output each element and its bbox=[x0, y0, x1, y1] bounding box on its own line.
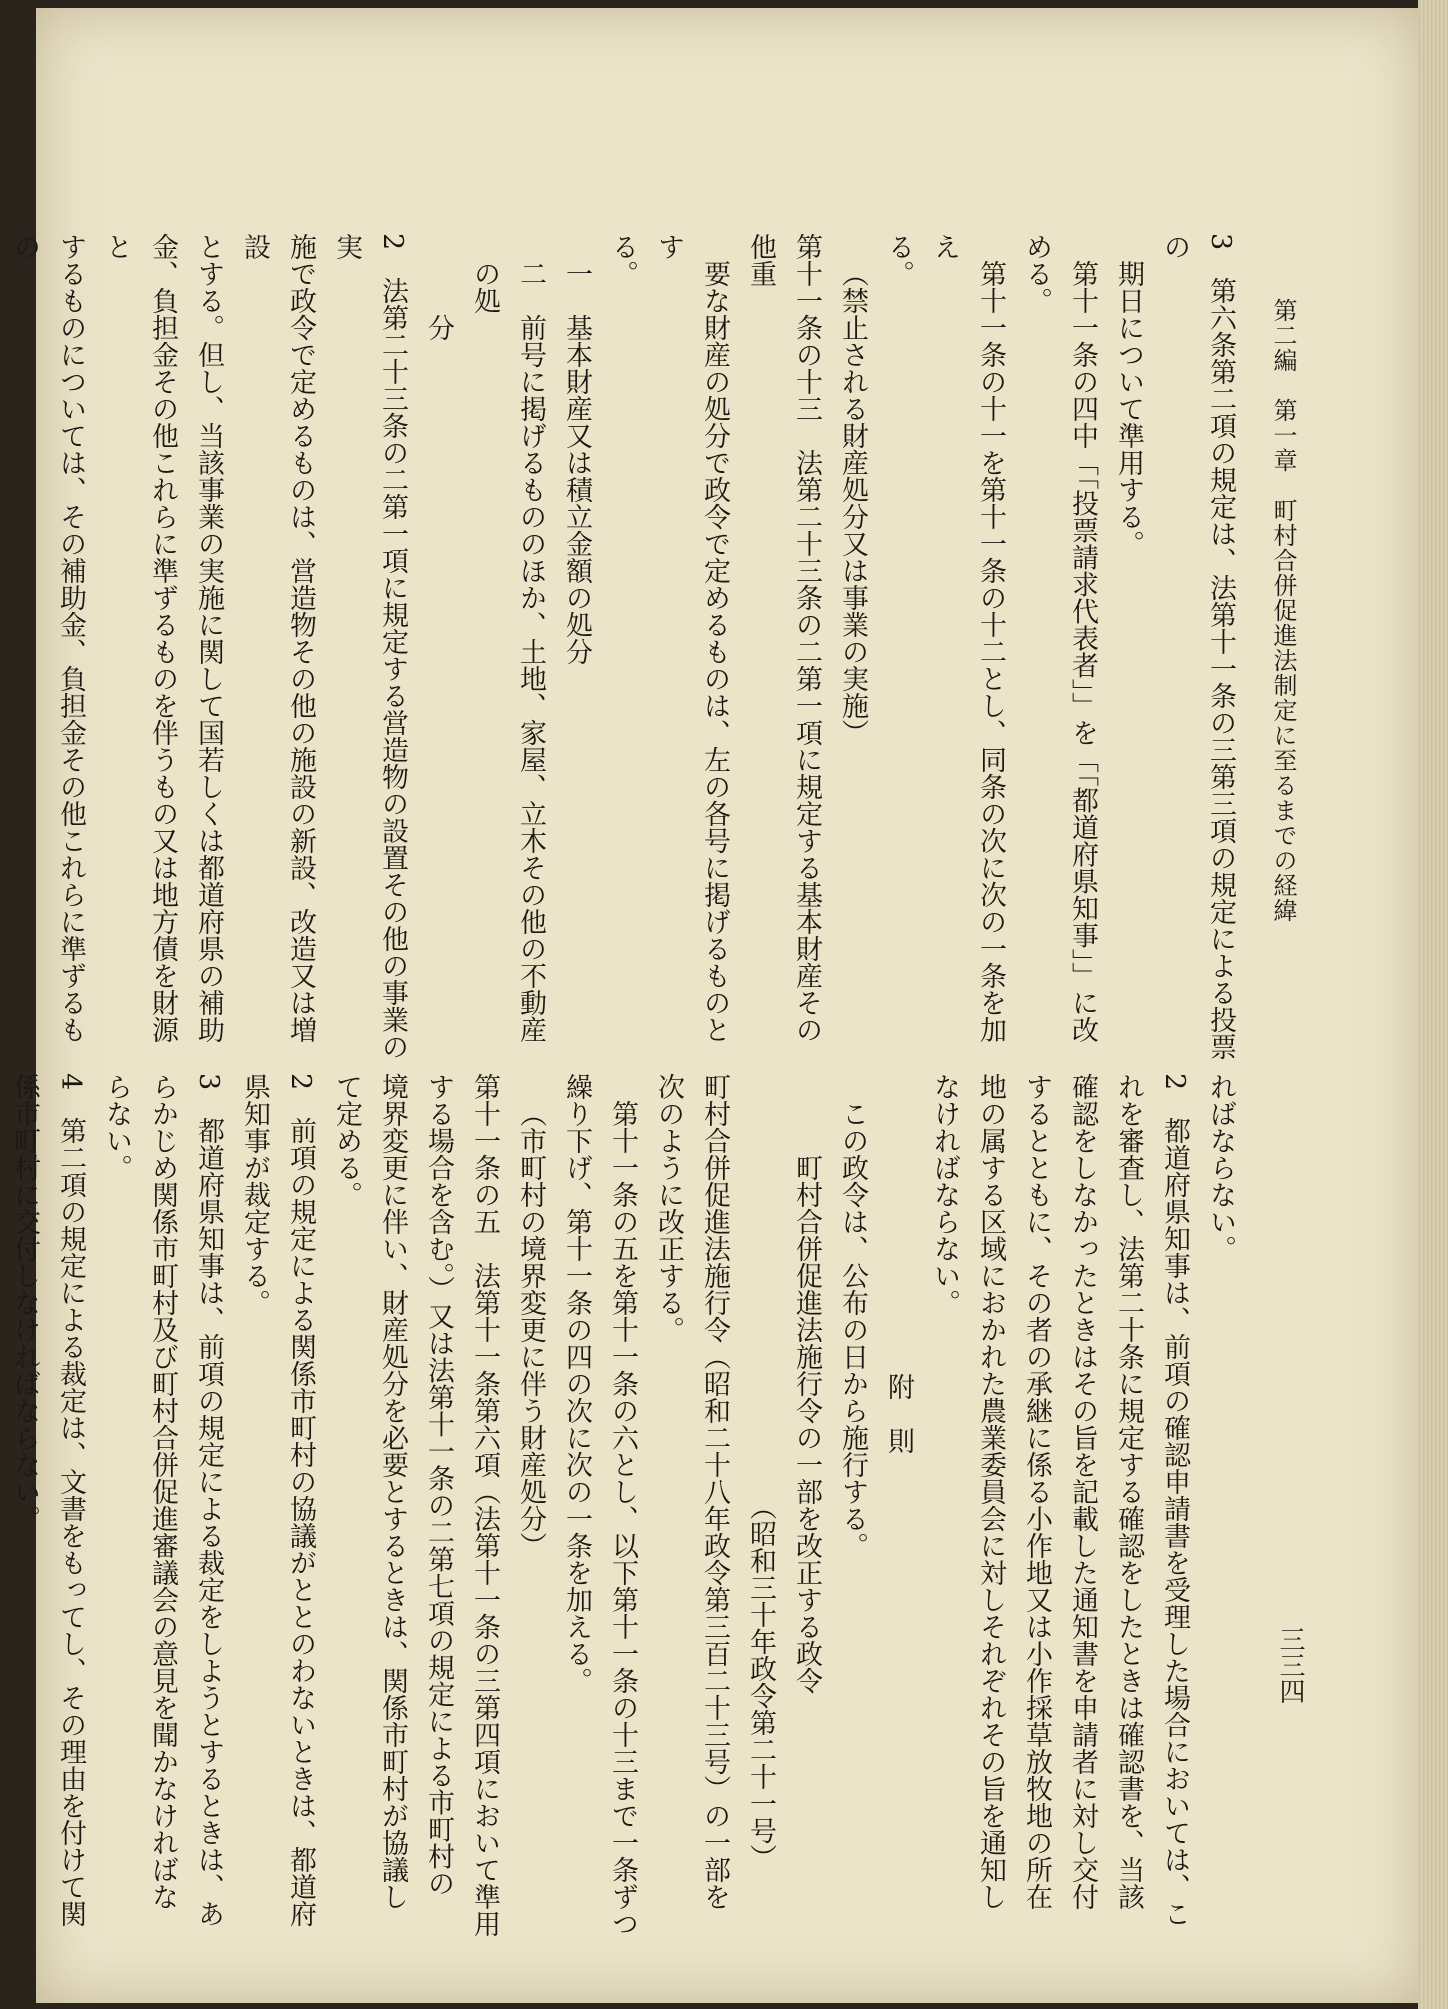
text-line bbox=[0, 233, 1, 1063]
lower-text-block bbox=[9, 1073, 1243, 1993]
text-line: 地の属する区域におかれた農業委員会に対しそれぞれその旨を通知し bbox=[975, 1073, 1006, 1910]
text-line: 3 第六条第二項の規定は、法第十一条の三第三項の規定による投票の bbox=[1159, 233, 1236, 1061]
text-line: 第十一条の十三 法第二十三条の二第一項に規定する基本財産その他重 bbox=[745, 233, 822, 1043]
supplementary-provisions-heading: 附 則 bbox=[883, 1373, 914, 1454]
text-line: 繰り下げ、第十一条の四の次に次の一条を加える。 bbox=[561, 1073, 592, 1694]
text-line: らない。 bbox=[101, 1073, 132, 1181]
text-line: するものについては、その補助金、負担金その他これらに準ずるもの bbox=[9, 233, 86, 1043]
text-line: 第十一条の五を第十一条の六とし、以下第十一条の十三まで一条ずつ bbox=[607, 1100, 638, 1937]
section-heading: （市町村の境界変更に伴う財産処分） bbox=[515, 1100, 546, 1559]
text-line: らかじめ関係市町村及び町村合併促進審議会の意見を聞かなければな bbox=[147, 1073, 178, 1910]
text-line: 4 第二項の規定による裁定は、文書をもってし、その理由を付けて関 bbox=[55, 1073, 86, 1928]
text-line: 2 都道府県知事は、前項の確認申請書を受理した場合においては、こ bbox=[1159, 1073, 1190, 1928]
text-line: 期日について準用する。 bbox=[1113, 233, 1144, 557]
text-line: 2 法第二十三条の二第一項に規定する営造物の設置その他の事業の実 bbox=[331, 233, 408, 1061]
page-number: 三三四 bbox=[1275, 1626, 1305, 1704]
text-line: ればならない。 bbox=[1205, 1073, 1236, 1262]
text-line: 県知事が裁定する。 bbox=[239, 1073, 270, 1316]
text-line: 第十一条の四中「「投票請求代表者」」を「「都道府県知事」」に改 bbox=[1067, 233, 1098, 1043]
text-line: 第十一条の五 法第十一条第六項（法第十一条の三第四項において準用 bbox=[469, 1073, 500, 1937]
text-line: る。 bbox=[883, 233, 914, 287]
text-line: める。 bbox=[1021, 233, 1052, 314]
text-line: る。 bbox=[607, 233, 638, 287]
text-line: 係市町村に交付しなければならない。 bbox=[9, 1073, 40, 1532]
amendment-citation: （昭和三十年政令第二十一号） bbox=[745, 1493, 776, 1871]
scanned-page bbox=[9, 8, 1421, 2003]
text-line: とする。但し、当該事業の実施に関して国若しくは都道府県の補助 bbox=[193, 233, 224, 1043]
text-line: 3 都道府県知事は、前項の規定による裁定をしようとするときは、あ bbox=[193, 1073, 224, 1928]
text-line: 町村合併促進法施行令（昭和二十八年政令第三百二十三号）の一部を bbox=[699, 1073, 730, 1910]
text-line: 要な財産の処分で政令で定めるものは、左の各号に掲げるものとす bbox=[653, 233, 730, 1043]
text-line: 境界変更に伴い、財産処分を必要とするときは、関係市町村が協議し bbox=[377, 1073, 408, 1910]
amendment-title: 町村合併促進法施行令の一部を改正する政令 bbox=[791, 1154, 822, 1694]
book-page-edges bbox=[1418, 0, 1448, 2009]
text-line: 金、負担金その他これらに準ずるものを伴うもの又は地方債を財源と bbox=[101, 233, 178, 1043]
text-line: 一 基本財産又は積立金額の処分 bbox=[561, 260, 592, 665]
upper-text-block bbox=[9, 233, 1243, 1063]
section-heading: （禁止される財産処分又は事業の実施） bbox=[837, 260, 868, 746]
text-line: れを審査し、法第二十条に規定する確認をしたときは確認書を、当該 bbox=[1113, 1073, 1144, 1910]
text-line: なければならない。 bbox=[929, 1073, 960, 1316]
text-line: この政令は、公布の日から施行する。 bbox=[837, 1100, 868, 1559]
text-line: 2 前項の規定による関係市町村の協議がととのわないときは、都道府 bbox=[285, 1073, 316, 1928]
text-line: 施で政令で定めるものは、営造物その他の施設の新設、改造又は増設 bbox=[239, 233, 316, 1043]
text-line: 次のように改正する。 bbox=[653, 1073, 684, 1343]
text-line: て定める。 bbox=[331, 1073, 362, 1208]
text-line: 確認をしなかったときはその旨を記載した通知書を申請者に対し交付 bbox=[1067, 1073, 1098, 1910]
text-line: 二 前号に掲げるもののほか、土地、家屋、立木その他の不動産の処 bbox=[469, 260, 546, 1043]
text-line: 分 bbox=[423, 287, 454, 341]
text-line: するとともに、その者の承継に係る小作地又は小作採草放牧地の所在 bbox=[1021, 1073, 1052, 1910]
text-line: 第十一条の十一を第十一条の十二とし、同条の次に次の一条を加え bbox=[929, 233, 1006, 1043]
running-header: 第二編 第一章 町村合併促進法制定に至るまでの経緯 bbox=[1269, 298, 1297, 923]
text-line: する場合を含む。）又は法第十一条の二第七項の規定による市町村の bbox=[423, 1073, 454, 1897]
